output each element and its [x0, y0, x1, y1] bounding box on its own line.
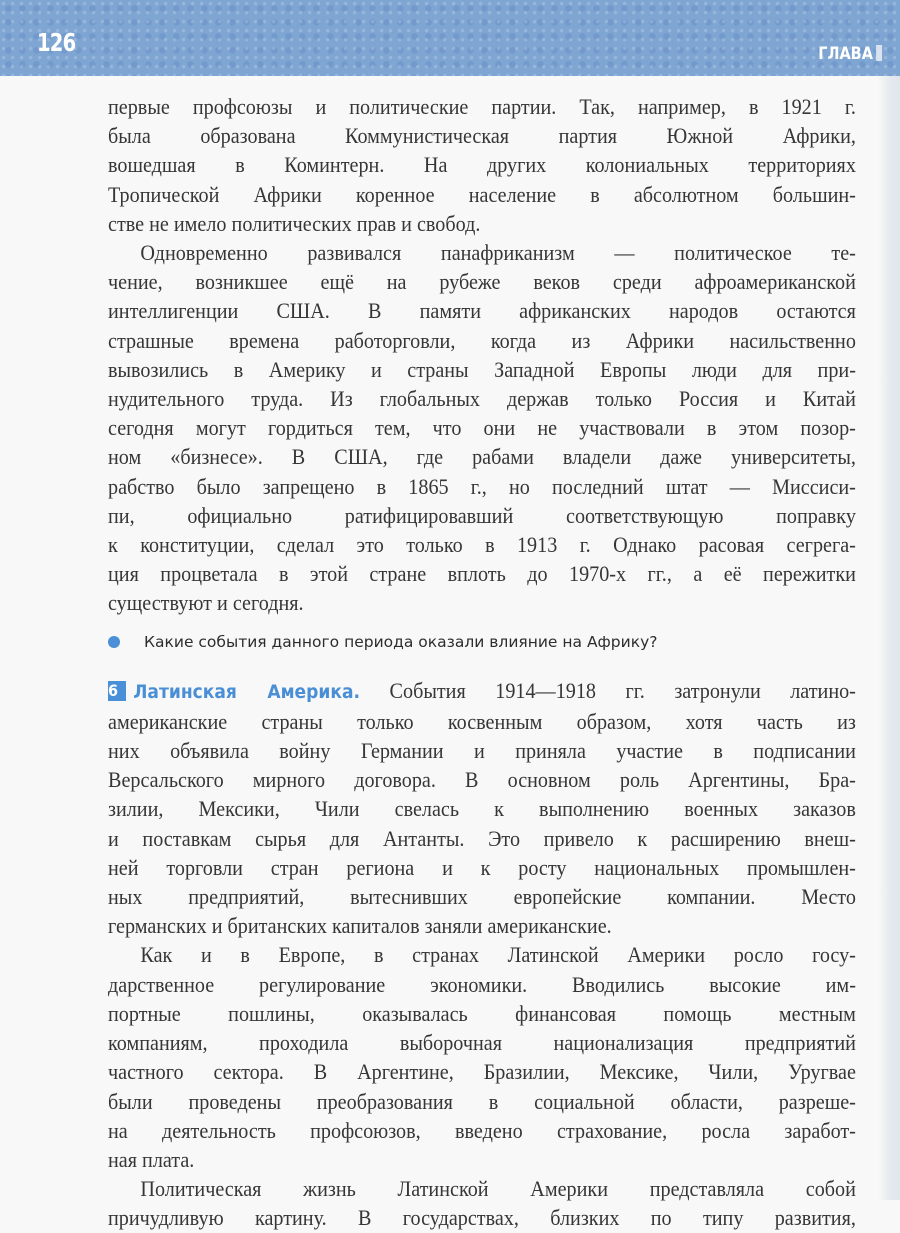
page-edge-shadow: [878, 76, 900, 1200]
chapter-label-text: ГЛАВА: [818, 44, 873, 64]
text-line: были проведены преобразования в социальной области, разреше-: [108, 1088, 856, 1114]
paragraph-politics: [108, 1174, 856, 1232]
paragraph-economy: [108, 940, 856, 1174]
text-line: Политическая жизнь Латинской Америки представляла собой: [140, 1176, 856, 1202]
text-line: зилии, Мексики, Чили свелась к выполнению военных заказов: [108, 796, 856, 822]
text-line: первые профсоюзы и политические партии. Так, например, в 1921 г.: [108, 94, 856, 119]
text-line: на деятельность профсоюзов, введено страхование, росла заработ-: [108, 1117, 856, 1143]
page-body: [108, 92, 856, 1233]
section-heading-line: [108, 676, 856, 707]
bullet-icon: [108, 636, 120, 648]
text-line: частного сектора. В Аргентине, Бразилии, Мексике, Чили, Уругвае: [108, 1059, 856, 1085]
paragraph-1: [108, 92, 856, 238]
text-line: вошедшая в Коминтерн. На других колониальных территориях: [108, 152, 856, 178]
text-line: стве не имело политических прав и свобод.: [108, 210, 481, 236]
text-line: германских и британских капиталов заняли американские.: [108, 913, 612, 939]
text-line: американские страны только косвенным образом, хотя часть из: [108, 708, 856, 734]
text-line: существуют и сегодня.: [108, 590, 304, 616]
text-line: причудливую картину. В государствах, близких по типу развития,: [108, 1205, 856, 1231]
paragraph-panafricanism: [108, 238, 856, 618]
section-latin-america: [108, 676, 856, 941]
text-line: к конституции, сделал это только в 1913 г. Однако расовая сегрега-: [108, 532, 856, 558]
text-line: была образована Коммунистическая партия Южной Африки,: [108, 123, 856, 149]
text-line: нудительного труда. Из глобальных держав только Россия и Китай: [108, 386, 856, 412]
text-line: ция процветала в этой стране вплоть до 1970-х гг., а её пережитки: [108, 561, 856, 587]
question-text: Какие события данного периода оказали влияние на Африку?: [144, 632, 658, 651]
review-question: [108, 630, 856, 654]
text-line: них объявила войну Германии и приняла участие в подписании: [108, 738, 856, 764]
text-line: Как и в Европе, в странах Латинской Америки росло госу-: [140, 942, 856, 968]
text-line: ней торговли стран региона и к росту национальных промышлен-: [108, 854, 856, 880]
text-line: вывозились в Америку и страны Западной Европы люди для при-: [108, 356, 856, 382]
text-line: сегодня могут гордиться тем, что они не участвовали в этом позор-: [108, 415, 856, 441]
chapter-label: [818, 44, 882, 64]
text-line: События 1914—1918 гг. затронули латино-: [389, 677, 856, 703]
text-line: страшные времена работорговли, когда из Африки насильственно: [108, 327, 856, 353]
text-line: пи, официально ратифицировавший соответствующую поправку: [108, 502, 856, 528]
text-line: компаниям, проходила выборочная национализация предприятий: [108, 1030, 856, 1056]
chapter-marker-icon: [876, 45, 882, 61]
page-number: 126: [37, 28, 76, 57]
page-header: [0, 0, 900, 76]
section-number-badge: 6: [108, 681, 126, 701]
section-title: Латинская Америка.: [133, 680, 361, 703]
text-line: портные пошлины, оказывалась финансовая помощь местным: [108, 1000, 856, 1026]
text-line: ных предприятий, вытеснивших европейские компании. Место: [108, 884, 856, 910]
text-line: Версальского мирного договора. В основном роль Аргентины, Бра-: [108, 767, 856, 793]
text-line: чение, возникшее ещё на рубеже веков среди афроамериканской: [108, 269, 856, 295]
text-line: Одновременно развивался панафриканизм — политическое те-: [140, 240, 856, 266]
text-line: интеллигенции США. В памяти африканских народов остаются: [108, 298, 856, 324]
text-line: Тропической Африки коренное население в абсолютном большин-: [108, 181, 856, 207]
text-line: ном «бизнесе». В США, где рабами владели даже университеты,: [108, 444, 856, 470]
text-line: и поставкам сырья для Антанты. Это привело к расширению внеш-: [108, 825, 856, 851]
text-line: рабство было запрещено в 1865 г., но последний штат — Миссиси-: [108, 473, 856, 499]
text-line: ная плата.: [108, 1146, 195, 1172]
text-line: дарственное регулирование экономики. Вводились высокие им-: [108, 971, 856, 997]
